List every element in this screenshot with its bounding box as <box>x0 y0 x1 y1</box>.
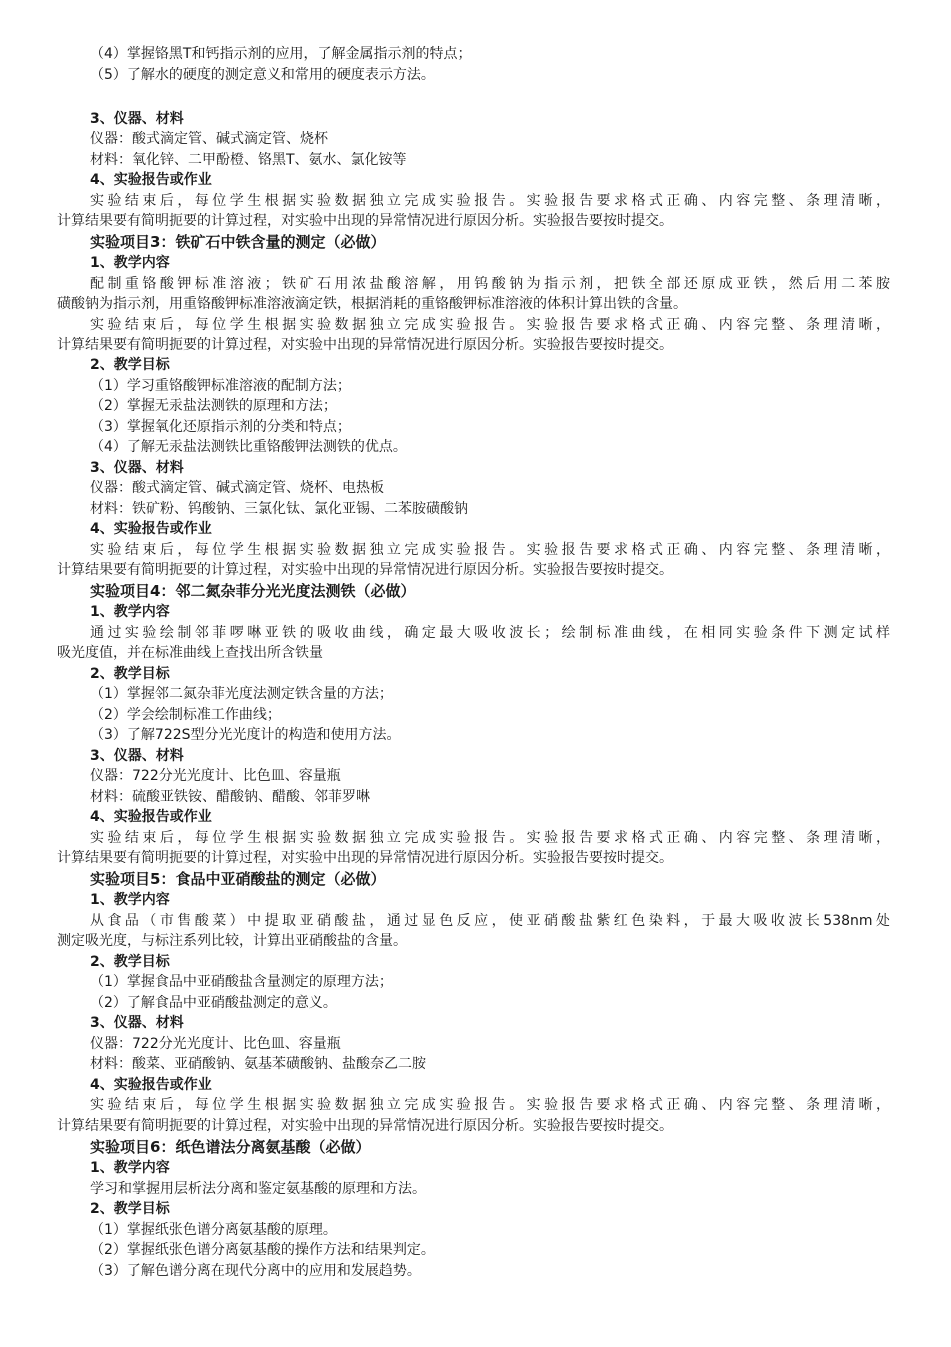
paragraph-line: 通过实验绘制邻菲啰啉亚铁的吸收曲线，确定最大吸收波长；绘制标准曲线，在相同实验条件下测定试样 <box>90 625 890 641</box>
paragraph-line: 实验结束后，每位学生根据实验数据独立完成实验报告。实验报告要求格式正确、内容完整、条理清晰， <box>90 1097 890 1113</box>
paragraph-line: 计算结果要有简明扼要的计算过程，对实验中出现的异常情况进行原因分析。实验报告要按时提交。 <box>57 213 673 229</box>
section-heading: 4、实验报告或作业 <box>90 521 212 537</box>
goal-item: （2）掌握纸张色谱分离氨基酸的操作方法和结果判定。 <box>90 1242 435 1258</box>
paragraph-line: 计算结果要有简明扼要的计算过程，对实验中出现的异常情况进行原因分析。实验报告要按时提交。 <box>57 562 673 578</box>
materials-text: 材料：酸菜、亚硝酸钠、氨基苯磺酸钠、盐酸奈乙二胺 <box>90 1056 426 1072</box>
goal-item: （1）学习重铬酸钾标准溶液的配制方法； <box>90 378 351 394</box>
paragraph-line: 实验结束后，每位学生根据实验数据独立完成实验报告。实验报告要求格式正确、内容完整、条理清晰， <box>90 830 890 846</box>
section-heading: 4、实验报告或作业 <box>90 1077 212 1093</box>
materials-text: 材料：硫酸亚铁铵、醋酸钠、醋酸、邻菲罗啉 <box>90 789 370 805</box>
goal-item: （2）掌握无汞盐法测铁的原理和方法； <box>90 398 337 414</box>
paragraph-line: 学习和掌握用层析法分离和鉴定氨基酸的原理和方法。 <box>90 1181 426 1197</box>
section-heading: 3、仪器、材料 <box>90 111 184 127</box>
goal-item: （3）了解722S型分光光度计的构造和使用方法。 <box>90 727 401 743</box>
materials-text: 材料：氧化锌、二甲酚橙、铬黑T、氨水、氯化铵等 <box>90 152 407 168</box>
project-title: 实验项目5：食品中亚硝酸盐的测定（必做） <box>90 870 386 888</box>
goal-item: （3）掌握氧化还原指示剂的分类和特点； <box>90 419 351 435</box>
section-heading: 3、仪器、材料 <box>90 748 184 764</box>
section-heading: 2、教学目标 <box>90 357 170 373</box>
section-heading: 1、教学内容 <box>90 892 170 908</box>
section-heading: 4、实验报告或作业 <box>90 809 212 825</box>
paragraph-line: 配制重铬酸钾标准溶液；铁矿石用浓盐酸溶解，用钨酸钠为指示剂，把铁全部还原成亚铁，然后用二苯胺 <box>90 276 890 292</box>
paragraph-line: 从食品（市售酸菜）中提取亚硝酸盐，通过显色反应，使亚硝酸盐紫红色染料，于最大吸收波长538nm处 <box>90 913 890 929</box>
paragraph-line: 实验结束后，每位学生根据实验数据独立完成实验报告。实验报告要求格式正确、内容完整、条理清晰， <box>90 542 890 558</box>
section-heading: 1、教学内容 <box>90 604 170 620</box>
instruments-text: 仪器：722分光光度计、比色皿、容量瓶 <box>90 768 341 784</box>
materials-text: 材料：铁矿粉、钨酸钠、三氯化钛、氯化亚锡、二苯胺磺酸钠 <box>90 501 468 517</box>
goal-item: （4）掌握铬黑T和钙指示剂的应用，了解金属指示剂的特点； <box>90 46 472 62</box>
project-title: 实验项目3：铁矿石中铁含量的测定（必做） <box>90 233 386 251</box>
section-heading: 2、教学目标 <box>90 1201 170 1217</box>
goal-item: （1）掌握邻二氮杂菲光度法测定铁含量的方法； <box>90 686 393 702</box>
project-title: 实验项目4：邻二氮杂菲分光光度法测铁（必做） <box>90 582 416 600</box>
paragraph-line: 计算结果要有简明扼要的计算过程，对实验中出现的异常情况进行原因分析。实验报告要按时提交。 <box>57 850 673 866</box>
paragraph-line: 计算结果要有简明扼要的计算过程，对实验中出现的异常情况进行原因分析。实验报告要按时提交。 <box>57 1118 673 1134</box>
section-heading: 2、教学目标 <box>90 954 170 970</box>
section-heading: 3、仪器、材料 <box>90 1015 184 1031</box>
section-heading: 2、教学目标 <box>90 666 170 682</box>
goal-item: （3）了解色谱分离在现代分离中的应用和发展趋势。 <box>90 1263 421 1279</box>
paragraph-line: 吸光度值，并在标准曲线上查找出所含铁量 <box>57 645 323 661</box>
project-title: 实验项目6：纸色谱法分离氨基酸（必做） <box>90 1138 371 1156</box>
paragraph-line: 测定吸光度，与标注系列比较，计算出亚硝酸盐的含量。 <box>57 933 407 949</box>
instruments-text: 仪器：酸式滴定管、碱式滴定管、烧杯、电热板 <box>90 480 384 496</box>
section-heading: 4、实验报告或作业 <box>90 172 212 188</box>
instruments-text: 仪器：酸式滴定管、碱式滴定管、烧杯 <box>90 131 328 147</box>
section-heading: 1、教学内容 <box>90 1160 170 1176</box>
paragraph-line: 计算结果要有简明扼要的计算过程，对实验中出现的异常情况进行原因分析。实验报告要按时提交。 <box>57 337 673 353</box>
goal-item: （4）了解无汞盐法测铁比重铬酸钾法测铁的优点。 <box>90 439 407 455</box>
paragraph-line: 实验结束后，每位学生根据实验数据独立完成实验报告。实验报告要求格式正确、内容完整、条理清晰， <box>90 193 890 209</box>
goal-item: （1）掌握食品中亚硝酸盐含量测定的原理方法； <box>90 974 393 990</box>
section-heading: 1、教学内容 <box>90 255 170 271</box>
goal-item: （1）掌握纸张色谱分离氨基酸的原理。 <box>90 1222 337 1238</box>
goal-item: （2）学会绘制标准工作曲线； <box>90 707 281 723</box>
paragraph-line: 磺酸钠为指示剂，用重铬酸钾标准溶液滴定铁，根据消耗的重铬酸钾标准溶液的体积计算出铁的含量。 <box>57 296 687 312</box>
goal-item: （5）了解水的硬度的测定意义和常用的硬度表示方法。 <box>90 67 435 83</box>
section-heading: 3、仪器、材料 <box>90 460 184 476</box>
instruments-text: 仪器：722分光光度计、比色皿、容量瓶 <box>90 1036 341 1052</box>
goal-item: （2）了解食品中亚硝酸盐测定的意义。 <box>90 995 337 1011</box>
paragraph-line: 实验结束后，每位学生根据实验数据独立完成实验报告。实验报告要求格式正确、内容完整、条理清晰， <box>90 317 890 333</box>
